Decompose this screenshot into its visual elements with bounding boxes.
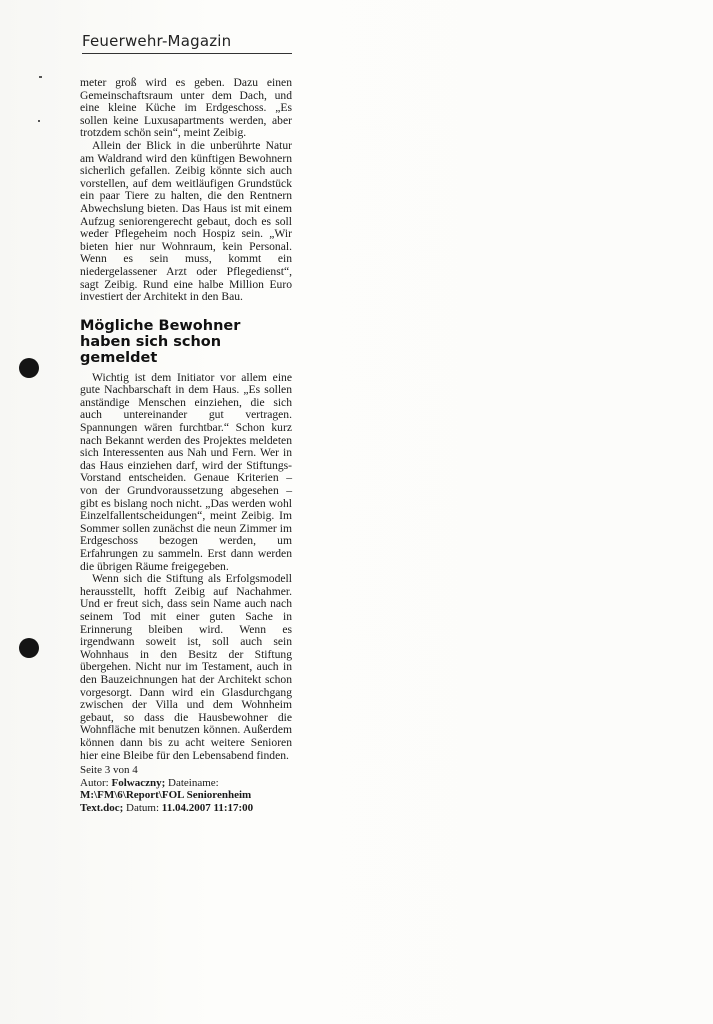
magazine-masthead: Feuerwehr-Magazin: [82, 32, 292, 54]
article-paragraph: Wenn sich die Stiftung als Erfolgsmodell herausstellt, hofft Zeibig auf Nachahmer. Und er freut sich, dass sein Name auch nach seinem Tod mit einer guten Sache in Erinnerung bleiben wird. Wenn es irgendwann soweit ist, soll auch sein Wohnhaus in den Besitz der Stiftung übergehen. Nicht nur im Testament, auch in den Bauzeichnungen hat der Architekt schon vorgesorgt. Dann wird ein Glasdurchgang zwischen der Villa und dem Wohnheim gebaut, so dass die Hausbewohner die Wohnfläche mit benutzen können. Außerdem können dann bis zu acht weitere Senioren hier eine Bleibe für den Lebensabend finden.: [80, 572, 292, 762]
document-footer: [80, 764, 292, 814]
article-column: [80, 77, 292, 814]
filename-label: Dateiname:: [168, 776, 219, 789]
page-number: Seite 3 von 4: [80, 764, 138, 777]
scan-speck: [38, 120, 40, 122]
document-date: 11.04.2007 11:17:00: [161, 801, 254, 814]
article-subheading: Mögliche Bewohner haben sich schon gemeldet: [80, 317, 241, 366]
scan-speck: [39, 76, 42, 78]
punch-hole-bottom: [19, 638, 39, 658]
punch-hole-top: [19, 358, 39, 378]
document-meta: [80, 777, 292, 815]
author-name: Folwaczny;: [111, 776, 166, 789]
article-paragraph: Wichtig ist dem Initiator vor allem eine gute Nachbarschaft in dem Haus. „Es sollen anständige Menschen einziehen, die sich auch untereinander gut vertragen. Spannungen wären furchtbar.“ Schon kurz nach Bekannt werden des Projektes meldeten sich Interessenten aus Nah und Fern. Wer in das Haus einziehen darf, wird der Stiftungs-Vorstand entscheiden. Genaue Kriterien – von der Grundvoraussetzung abgesehen – gibt es bislang noch nicht. „Das werden wohl Einzelfallentscheidungen“, meint Zeibig. Im Sommer sollen zunächst die neun Zimmer im Erdgeschoss bezogen werden, um Erfahrungen zu sammeln. Erst dann werden die übrigen Räume freigegeben.: [80, 370, 292, 573]
article-paragraph: meter groß wird es geben. Dazu einen Gemeinschaftsraum unter dem Dach, und eine kleine Küche im Erdgeschoss. „Es sollen keine Luxusapartments werden, aber trotzdem schön sein“, meint Zeibig.: [80, 76, 292, 140]
date-label: Datum:: [126, 801, 160, 814]
article-paragraph: Allein der Blick in die unberührte Natur am Waldrand wird den künftigen Bewohnern sicherlich gefallen. Zeibig könnte sich auch vorstellen, auf dem weitläufigen Grundstück ein paar Tiere zu halten, die den Rentnern Abwechslung bieten. Das Haus ist mit einem Aufzug seniorengerecht gebaut, doch es soll weder Pflegeheim noch Hospiz sein. „Wir bieten hier nur Wohnraum, kein Personal. Wenn es sein muss, kommt ein niedergelassener Arzt oder Pflegedienst“, sagt Zeibig. Rund eine halbe Million Euro investiert der Architekt in den Bau.: [80, 138, 292, 304]
file-path: M:\FM\6\Report\FOL Seniorenheim Text.doc;: [80, 789, 252, 814]
author-label: Autor:: [80, 776, 109, 789]
